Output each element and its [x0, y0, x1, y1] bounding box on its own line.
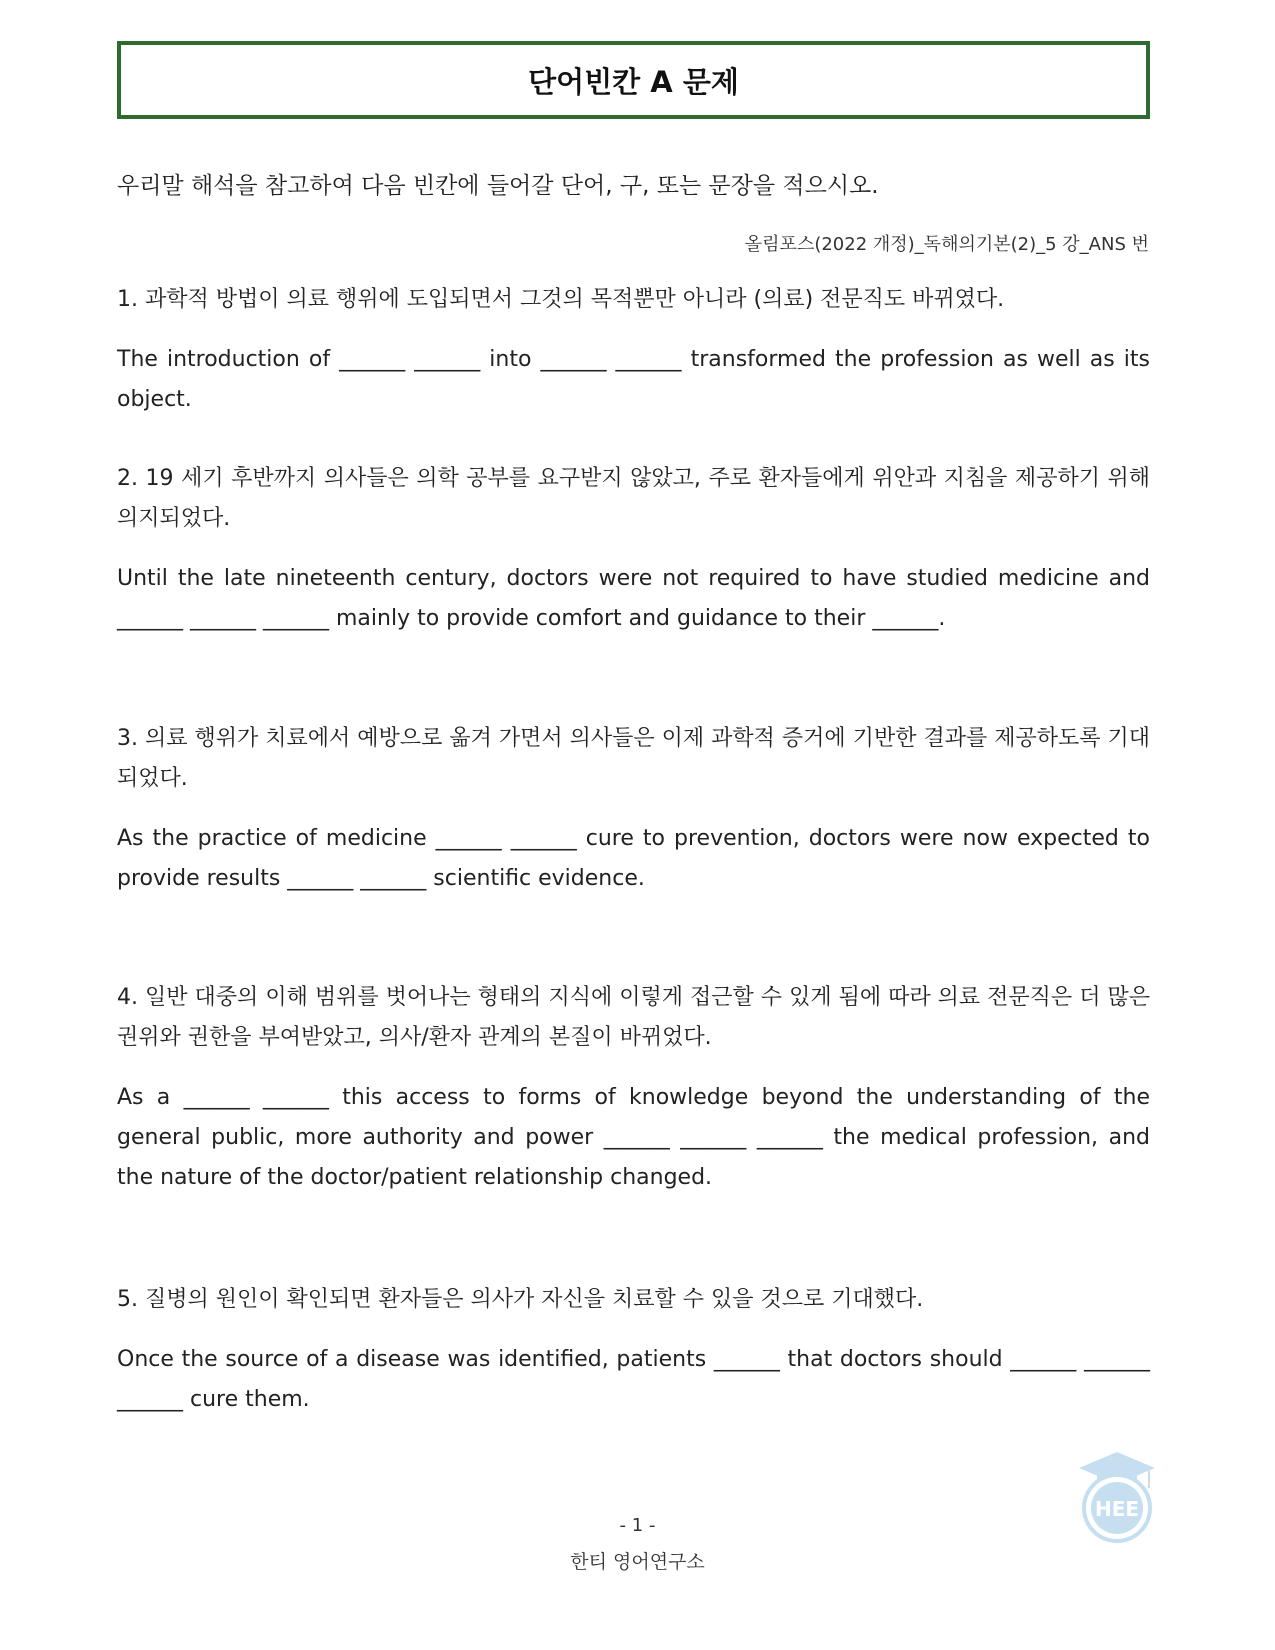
question-korean: 4. 일반 대중의 이해 범위를 벗어나는 형태의 지식에 이렇게 접근할 수 있게 됨에 따라 의료 전문직은 더 많은 권위와 권한을 부여받았고, 의사/환자 관계의 본질이 바뀌었다.: [117, 985, 1150, 1050]
question-korean: 5. 질병의 원인이 확인되면 환자들은 의사가 자신을 치료할 수 있을 것으로 기대했다.: [117, 1287, 924, 1312]
source-reference: 올림포스(2022 개정)_독해의기본(2)_5 강_ANS 번: [744, 234, 1149, 255]
question-5: [117, 1280, 1150, 1420]
title-box: [117, 41, 1150, 119]
question-2: [117, 459, 1150, 639]
question-1: [117, 280, 1150, 420]
question-korean: 1. 과학적 방법이 의료 행위에 도입되면서 그것의 목적뿐만 아니라 (의료) 전문직도 바뀌였다.: [117, 287, 1005, 312]
question-english: As the practice of medicine ______ ______ cure to prevention, doctors were now expected to provide results ______ ______ scientific evidence.: [117, 826, 1150, 891]
question-korean: 3. 의료 행위가 치료에서 예방으로 옮겨 가면서 의사들은 이제 과학적 증거에 기반한 결과를 제공하도록 기대되었다.: [117, 726, 1150, 791]
question-korean: 2. 19 세기 후반까지 의사들은 의학 공부를 요구받지 않았고, 주로 환자들에게 위안과 지침을 제공하기 위해 의지되었다.: [117, 466, 1150, 531]
question-english: Until the late nineteenth century, doctors were not required to have studied medicine and ______ ______ ______ mainly to provide comfort and guidance to their ______.: [117, 566, 1150, 631]
question-4: [117, 978, 1150, 1198]
question-english: The introduction of ______ ______ into ______ ______ transformed the profession as well as its object.: [117, 347, 1150, 412]
question-english: Once the source of a disease was identified, patients ______ that doctors should ______ ______ ______ cure them.: [117, 1347, 1150, 1412]
footer-organization: 한티 영어연구소: [570, 1551, 705, 1573]
instruction-text: 우리말 해석을 참고하여 다음 빈칸에 들어갈 단어, 구, 또는 문장을 적으시오.: [117, 173, 879, 199]
page-number: - 1 -: [619, 1515, 656, 1536]
question-english: As a ______ ______ this access to forms of knowledge beyond the understanding of the general public, more authority and power ______ ______ ______ the medical profession, and the nature of the doctor/patient relationship changed.: [117, 1085, 1150, 1190]
logo-text: HEE: [1094, 1497, 1140, 1521]
page-title: 단어빈칸 A 문제: [528, 64, 739, 99]
question-3: [117, 719, 1150, 899]
